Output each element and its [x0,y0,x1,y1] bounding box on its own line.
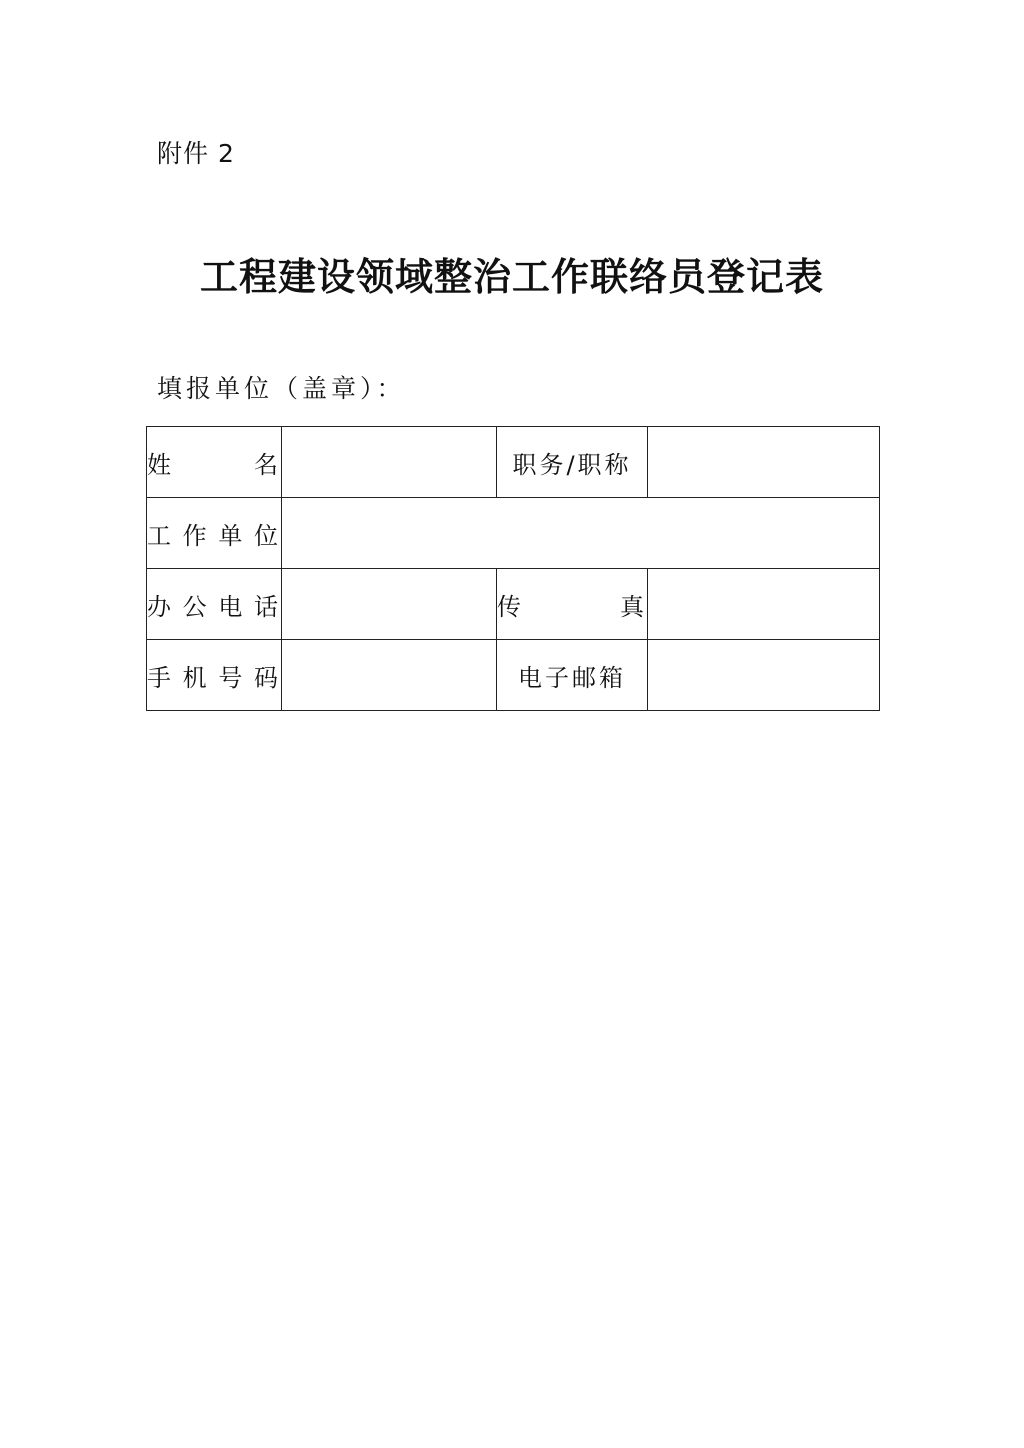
workplace-label: 工作单位 [147,498,282,569]
mobile-field[interactable] [282,640,497,711]
fax-label: 传 真 [497,569,648,640]
page-title: 工程建设领域整治工作联络员登记表 [199,254,824,299]
attachment-label: 附件 2 [157,139,235,168]
filing-unit-label: 填报单位（盖章）： [157,374,406,403]
position-title-label: 职务/职称 [497,427,648,498]
position-title-field[interactable] [648,427,880,498]
office-phone-label: 办公电话 [147,569,282,640]
email-label: 电子邮箱 [497,640,648,711]
table-row-workplace [147,498,880,569]
name-label: 姓 名 [147,427,282,498]
workplace-field[interactable] [282,498,880,569]
mobile-label: 手机号码 [147,640,282,711]
registration-table [146,426,880,711]
table-row-phone [147,569,880,640]
fax-field[interactable] [648,569,880,640]
table-row-mobile [147,640,880,711]
email-field[interactable] [648,640,880,711]
table-row-name [147,427,880,498]
name-field[interactable] [282,427,497,498]
office-phone-field[interactable] [282,569,497,640]
